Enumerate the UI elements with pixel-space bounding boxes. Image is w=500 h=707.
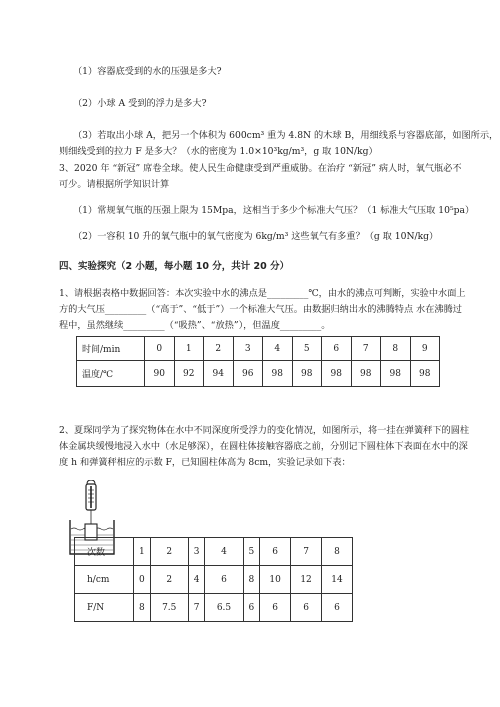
trial-cell: 4	[205, 538, 243, 566]
force-cell: 6	[243, 594, 260, 622]
exp2-line1: 2、夏琛同学为了探究物体在水中不同深度所受浮力的变化情况，如图所示，将一挂在弹簧秤下的圆柱	[59, 425, 470, 436]
temperature-cell: 94	[204, 361, 234, 387]
q3-intro-line2: 可少。请根据所学知识计算	[59, 179, 170, 190]
q2-part1: （1）容器底受到的水的压强是多大?	[73, 66, 222, 77]
depth-cell: 0	[134, 566, 151, 594]
force-cell: 7.5	[150, 594, 188, 622]
trial-cell: 2	[150, 538, 188, 566]
trial-cell: 5	[243, 538, 260, 566]
exp1-line2: 方的大气压_________（“高于”、“低于”）一个标准大气压。由数据归纳出水的沸腾特点 水在沸腾过	[59, 304, 462, 315]
time-cell: 8	[381, 337, 411, 361]
time-cell: 1	[174, 337, 204, 361]
trial-header: 次数	[75, 538, 134, 566]
exp1-line3: 程中，虽然继续_________（“吸热”、“放热”），但温度_________。	[59, 320, 331, 331]
temperature-cell: 98	[351, 361, 381, 387]
force-cell: 6.5	[205, 594, 243, 622]
q2-part2: （2）小球 A 受到的浮力是多大?	[73, 98, 207, 109]
temperature-cell: 90	[145, 361, 175, 387]
time-header: 时间/min	[77, 337, 145, 361]
q2-part3-line1: （3）若取出小球 A，把另一个体积为 600cm³ 重为 4.8N 的木球 B，用细线系与容器底部，如图所示，	[73, 130, 499, 141]
depth-row	[75, 566, 353, 594]
depth-cell: 4	[188, 566, 205, 594]
exp1-line1: 1、请根据表格中数据回答：本次实验中水的沸点是_________℃，由水的沸点可判断，实验中水面上	[59, 288, 466, 299]
trial-cell: 7	[291, 538, 322, 566]
temperature-header: 温度/℃	[77, 361, 145, 387]
depth-header: h/cm	[75, 566, 134, 594]
temperature-cell: 98	[263, 361, 293, 387]
temperature-cell: 92	[174, 361, 204, 387]
hook-icon	[87, 480, 95, 484]
time-row	[77, 337, 440, 361]
trial-cell: 6	[260, 538, 291, 566]
buoyancy-table	[74, 537, 353, 622]
trial-cell: 1	[134, 538, 151, 566]
q3-intro-line1: 3、2020 年 “新冠” 席卷全球。使人民生命健康受到严重威胁。在治疗 “新冠” 病人时，氧气瓶必不	[59, 163, 462, 174]
time-cell: 7	[351, 337, 381, 361]
depth-cell: 10	[260, 566, 291, 594]
force-cell: 6	[260, 594, 291, 622]
time-cell: 2	[204, 337, 234, 361]
q2-part3-line2: 则细线受到的拉力 F 是多大？（水的密度为 1.0×10³kg/m³，g 取 10N/kg）	[59, 146, 378, 157]
temperature-cell: 98	[292, 361, 322, 387]
trial-row	[75, 538, 353, 566]
boiling-table	[76, 336, 440, 387]
time-cell: 3	[233, 337, 263, 361]
force-row	[75, 594, 353, 622]
trial-cell: 3	[188, 538, 205, 566]
temperature-cell: 98	[381, 361, 411, 387]
depth-cell: 12	[291, 566, 322, 594]
q3-part1: （1）常规氧气瓶的压强上限为 15Mpa，这相当于多少个标准大气压？（1 标准大气压取 10⁵pa）	[73, 205, 475, 216]
depth-cell: 14	[322, 566, 353, 594]
force-cell: 8	[134, 594, 151, 622]
exp2-line2: 体金属块缓慢地浸入水中（水足够深），在圆柱体接触容器底之前，分别记下圆柱体下表面在水中的深	[59, 441, 468, 452]
q3-part2: （2）一容积 10 升的氧气瓶中的氧气密度为 6kg/m³ 这些氧气有多重？（g 取 10N/kg）	[73, 231, 439, 242]
time-cell: 4	[263, 337, 293, 361]
depth-cell: 8	[243, 566, 260, 594]
time-cell: 9	[410, 337, 440, 361]
force-cell: 6	[291, 594, 322, 622]
time-cell: 0	[145, 337, 175, 361]
exp2-line3: 度 h 和弹簧秤相应的示数 F，已知圆柱体高为 8cm，实验记录如下表：	[59, 457, 351, 468]
time-cell: 6	[322, 337, 352, 361]
force-cell: 6	[322, 594, 353, 622]
time-cell: 5	[292, 337, 322, 361]
temperature-cell: 96	[233, 361, 263, 387]
temperature-cell: 98	[410, 361, 440, 387]
force-cell: 7	[188, 594, 205, 622]
section-heading: 四、实验探究（2 小题，每小题 10 分，共计 20 分）	[59, 261, 290, 272]
temperature-row	[77, 361, 440, 387]
depth-cell: 2	[150, 566, 188, 594]
trial-cell: 8	[322, 538, 353, 566]
temperature-cell: 98	[322, 361, 352, 387]
force-header: F/N	[75, 594, 134, 622]
depth-cell: 6	[205, 566, 243, 594]
